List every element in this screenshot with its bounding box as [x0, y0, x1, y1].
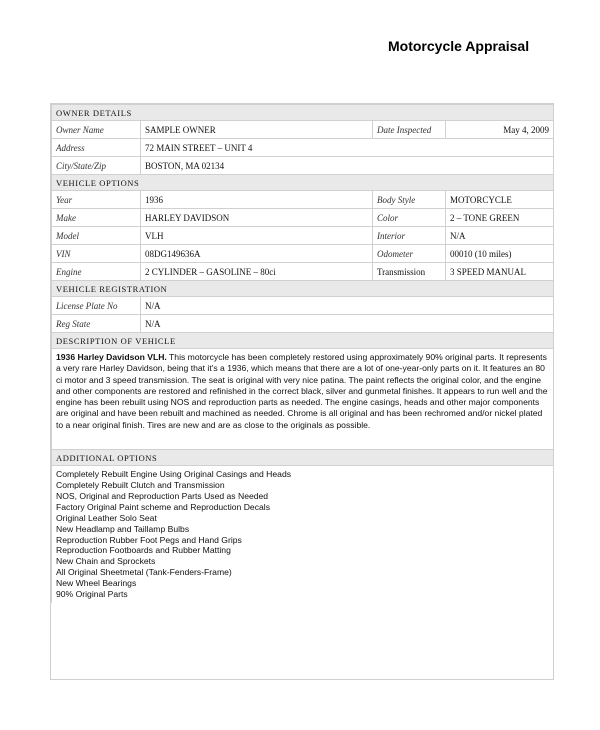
- list-item: Completely Rebuilt Engine Using Original Casings and Heads: [56, 469, 292, 480]
- engine-value: 2 CYLINDER – GASOLINE – 80ci: [141, 263, 373, 281]
- vin-label: VIN: [52, 245, 141, 263]
- additional-options-header-row: [52, 450, 554, 466]
- address-label: Address: [52, 139, 141, 157]
- owner-details-header-row: [52, 105, 554, 121]
- vin-value: 08DG149636A: [141, 245, 373, 263]
- city-row: [52, 157, 554, 175]
- make-row: [52, 209, 554, 227]
- description-body: This motorcycle has been completely restored using approximately 90% original parts. It represents a very rare Harley Davidson, being that it's a 1936, which means that there are a lot of one-year-only parts on it. It features an 80 ci motor and 3 speed transmission. The seat is original with very nice patina. The paint reflects the original color, and the engine and other components are restored and refinished in the correct black, silver and gunmetal finishes. It appears to run well and the engine has been rebuilt using NOS and reproduction parts as needed. The engine casings, heads and other major components are original and have been rebuilt and machined as needed. Chrome is all original and has been rechromed and/or nickel plated to a near original finish. Tires are new and are as close to the originals as possible.: [56, 352, 548, 430]
- description-row: [52, 349, 554, 450]
- page-title: Motorcycle Appraisal: [388, 38, 530, 54]
- appraisal-form: [50, 103, 554, 680]
- list-item: Completely Rebuilt Clutch and Transmission: [56, 479, 225, 490]
- model-value: VLH: [141, 227, 373, 245]
- list-item: All Original Sheetmetal (Tank-Fenders-Frame): [56, 567, 232, 578]
- vin-row: [52, 245, 554, 263]
- list-item: Original Leather Solo Seat: [56, 512, 157, 523]
- year-label: Year: [52, 191, 141, 209]
- vehicle-options-header: VEHICLE OPTIONS: [52, 175, 554, 191]
- list-item: NOS, Original and Reproduction Parts Used as Needed: [56, 490, 269, 501]
- appraisal-table: [51, 104, 554, 603]
- owner-details-header: OWNER DETAILS: [52, 105, 554, 121]
- date-inspected-value: May 4, 2009: [446, 121, 554, 139]
- reg-state-row: [52, 315, 554, 333]
- list-item: Factory Original Paint scheme and Reproduction Decals: [56, 501, 270, 512]
- transmission-label: Transmission: [373, 263, 446, 281]
- address-row: [52, 139, 554, 157]
- reg-state-label: Reg State: [52, 315, 141, 333]
- body-style-value: MOTORCYCLE: [446, 191, 554, 209]
- date-inspected-label: Date Inspected: [373, 121, 446, 139]
- list-item: 90% Original Parts: [56, 589, 128, 600]
- interior-label: Interior: [373, 227, 446, 245]
- odometer-value: 00010 (10 miles): [446, 245, 554, 263]
- engine-label: Engine: [52, 263, 141, 281]
- license-plate-row: [52, 297, 554, 315]
- engine-row: [52, 263, 554, 281]
- list-item: New Headlamp and Taillamp Bulbs: [56, 523, 190, 534]
- body-style-label: Body Style: [373, 191, 446, 209]
- description-header-row: [52, 333, 554, 349]
- city-value: BOSTON, MA 02134: [141, 157, 554, 175]
- reg-state-value: N/A: [141, 315, 554, 333]
- make-value: HARLEY DAVIDSON: [141, 209, 373, 227]
- color-value: 2 – TONE GREEN: [446, 209, 554, 227]
- list-item: New Wheel Bearings: [56, 578, 137, 589]
- owner-name-label: Owner Name: [52, 121, 141, 139]
- odometer-label: Odometer: [373, 245, 446, 263]
- list-item: New Chain and Sprockets: [56, 556, 156, 567]
- additional-options-row: [52, 466, 554, 603]
- make-label: Make: [52, 209, 141, 227]
- registration-header: VEHICLE REGISTRATION: [52, 281, 554, 297]
- list-item: Reproduction Rubber Foot Pegs and Hand Grips: [56, 534, 242, 545]
- interior-value: N/A: [446, 227, 554, 245]
- city-label: City/State/Zip: [52, 157, 141, 175]
- transmission-value: 3 SPEED MANUAL: [446, 263, 554, 281]
- registration-header-row: [52, 281, 554, 297]
- additional-options-header: ADDITIONAL OPTIONS: [52, 450, 554, 466]
- license-plate-value: N/A: [141, 297, 554, 315]
- description-bold-lead: 1936 Harley Davidson VLH.: [56, 352, 167, 362]
- owner-name-value: SAMPLE OWNER: [141, 121, 373, 139]
- address-value: 72 MAIN STREET – UNIT 4: [141, 139, 554, 157]
- year-row: [52, 191, 554, 209]
- license-plate-label: License Plate No: [52, 297, 141, 315]
- list-item: Reproduction Footboards and Rubber Matting: [56, 545, 231, 556]
- model-row: [52, 227, 554, 245]
- description-text: [52, 349, 553, 449]
- owner-name-row: [52, 121, 554, 139]
- additional-options-list: [52, 466, 553, 603]
- model-label: Model: [52, 227, 141, 245]
- color-label: Color: [373, 209, 446, 227]
- description-header: DESCRIPTION OF VEHICLE: [52, 333, 554, 349]
- vehicle-options-header-row: [52, 175, 554, 191]
- year-value: 1936: [141, 191, 373, 209]
